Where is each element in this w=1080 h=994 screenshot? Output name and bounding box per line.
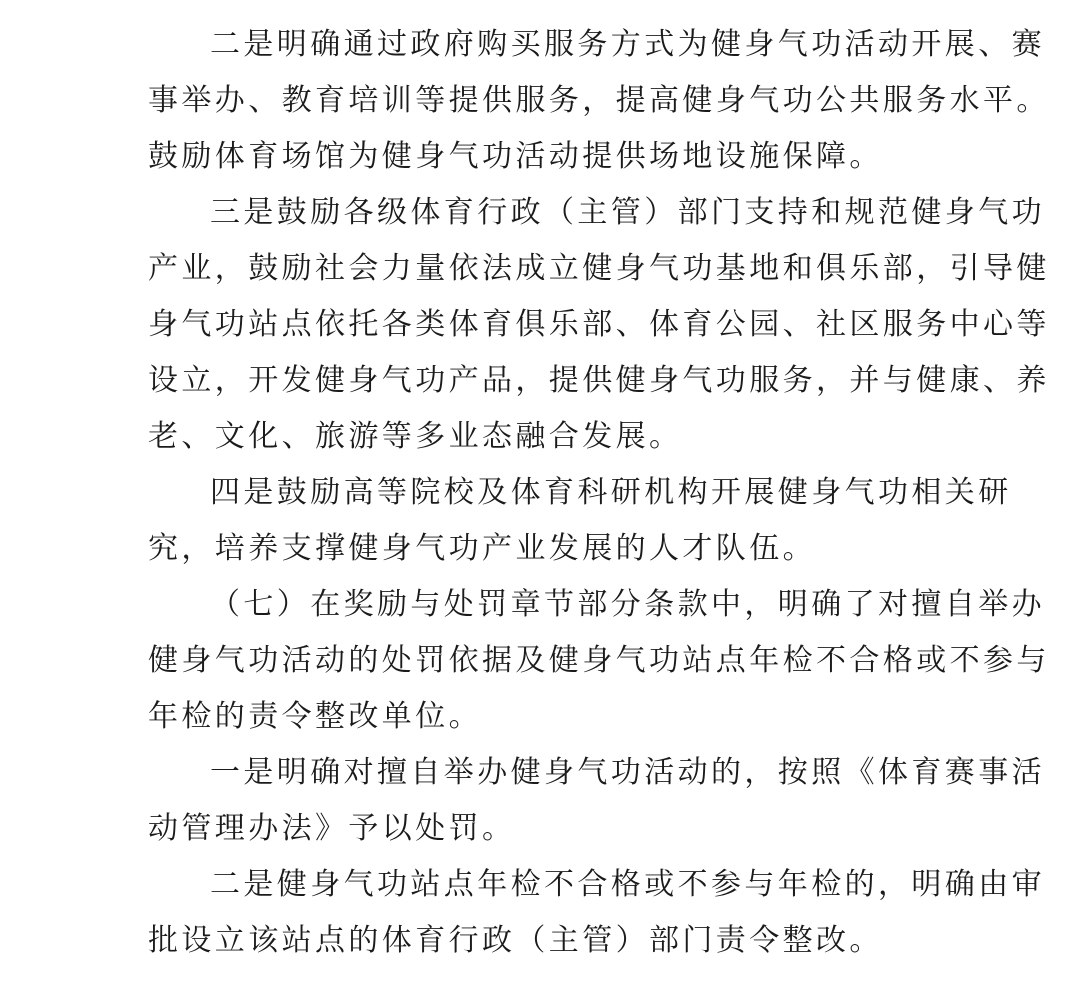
text-line: 动管理办法》予以处罚。 xyxy=(148,811,516,846)
text-line: 老、文化、旅游等多业态融合发展。 xyxy=(148,419,683,454)
text-line: 二是健身气功站点年检不合格或不参与年检的，明确由审 xyxy=(210,867,1045,902)
text-line: 事举办、教育培训等提供服务，提高健身气功公共服务水平。 xyxy=(148,83,1050,118)
text-line: 产业，鼓励社会力量依法成立健身气功基地和俱乐部，引导健 xyxy=(148,251,1050,286)
text-line: 年检的责令整改单位。 xyxy=(148,699,482,734)
text-line: 三是鼓励各级体育行政（主管）部门支持和规范健身气功 xyxy=(210,195,1045,230)
text-line: 批设立该站点的体育行政（主管）部门责令整改。 xyxy=(148,923,883,958)
text-line: （七）在奖励与处罚章节部分条款中，明确了对擅自举办 xyxy=(210,587,1045,622)
text-line: 鼓励体育场馆为健身气功活动提供场地设施保障。 xyxy=(148,139,883,174)
text-line: 身气功站点依托各类体育俱乐部、体育公园、社区服务中心等 xyxy=(148,307,1050,342)
text-line: 健身气功活动的处罚依据及健身气功站点年检不合格或不参与 xyxy=(148,643,1050,678)
text-line: 四是鼓励高等院校及体育科研机构开展健身气功相关研 xyxy=(210,475,1012,510)
text-line: 二是明确通过政府购买服务方式为健身气功活动开展、赛 xyxy=(210,27,1045,62)
text-line: 设立，开发健身气功产品，提供健身气功服务，并与健康、养 xyxy=(148,363,1050,398)
text-line: 一是明确对擅自举办健身气功活动的，按照《体育赛事活 xyxy=(210,755,1045,790)
text-line: 究，培养支撑健身气功产业发展的人才队伍。 xyxy=(148,531,816,566)
